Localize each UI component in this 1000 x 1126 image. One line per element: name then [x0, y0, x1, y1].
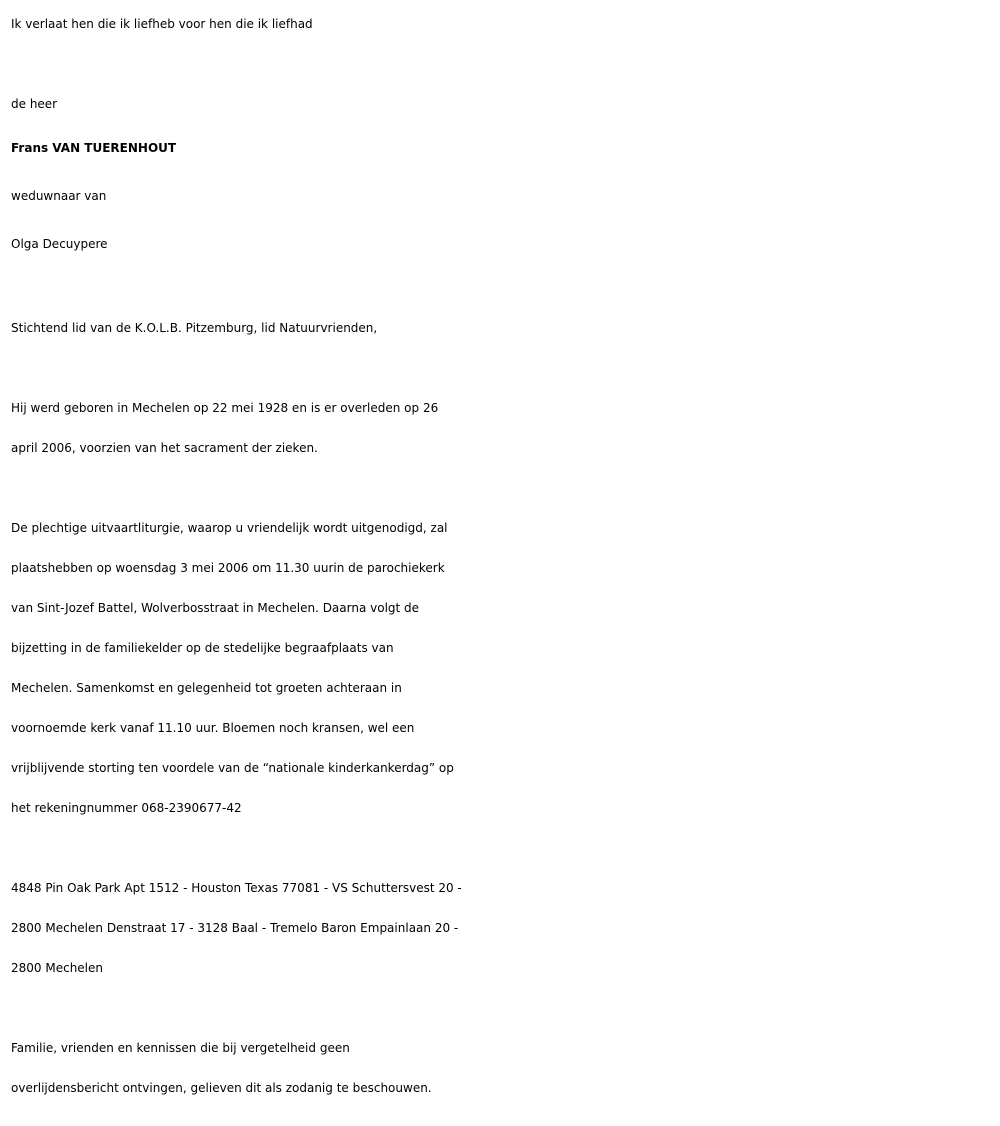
text-line: april 2006, voorzien van het sacrament der zieken.	[11, 441, 318, 455]
text-line: plaatshebben op woensdag 3 mei 2006 om 11.30 uurin de parochiekerk	[11, 561, 445, 575]
text-line: overlijdensbericht ontvingen, gelieven dit als zodanig te beschouwen.	[11, 1081, 432, 1095]
text-line: van Sint-Jozef Battel, Wolverbosstraat in Mechelen. Daarna volgt de	[11, 601, 420, 615]
text-line: voornoemde kerk vanaf 11.10 uur. Bloemen noch kransen, wel een	[11, 721, 415, 735]
text-line: het rekeningnummer 068-2390677-42	[11, 801, 242, 815]
text-line: vrijblijvende storting ten voordele van de “nationale kinderkankerdag” op	[11, 761, 454, 775]
text-line: 2800 Mechelen Denstraat 17 - 3128 Baal - Tremelo Baron Empainlaan 20 -	[11, 921, 459, 935]
deceased-name: Frans VAN TUERENHOUT	[11, 141, 177, 155]
spouse-name: Olga Decuypere	[11, 237, 108, 251]
birth-death-paragraph	[11, 388, 1000, 468]
funeral-paragraph	[11, 508, 1000, 828]
spacer	[11, 44, 1000, 84]
relation: weduwnaar van	[11, 189, 107, 203]
spacer	[11, 268, 1000, 308]
text-line: Familie, vrienden en kennissen die bij vergetelheid geen	[11, 1041, 350, 1055]
spacer	[11, 828, 1000, 868]
text-line: Mechelen. Samenkomst en gelegenheid tot groeten achteraan in	[11, 681, 402, 695]
text-line: De plechtige uitvaartliturgie, waarop u vriendelijk wordt uitgenodigd, zal	[11, 521, 448, 535]
text-line: 4848 Pin Oak Park Apt 1512 - Houston Texas 77081 - VS Schuttersvest 20 -	[11, 881, 462, 895]
text-line: bijzetting in de familiekelder op de stedelijke begraafplaats van	[11, 641, 394, 655]
motto: Ik verlaat hen die ik liefheb voor hen die ik liefhad	[11, 17, 313, 31]
text-line: 2800 Mechelen	[11, 961, 103, 975]
addresses-paragraph	[11, 868, 1000, 988]
spacer	[11, 468, 1000, 508]
membership: Stichtend lid van de K.O.L.B. Pitzemburg, lid Natuurvrienden,	[11, 321, 378, 335]
spacer	[11, 988, 1000, 1028]
closing-paragraph	[11, 1028, 1000, 1108]
text-line: Hij werd geboren in Mechelen op 22 mei 1928 en is er overleden op 26	[11, 401, 439, 415]
spacer	[11, 348, 1000, 388]
salutation: de heer	[11, 97, 58, 111]
